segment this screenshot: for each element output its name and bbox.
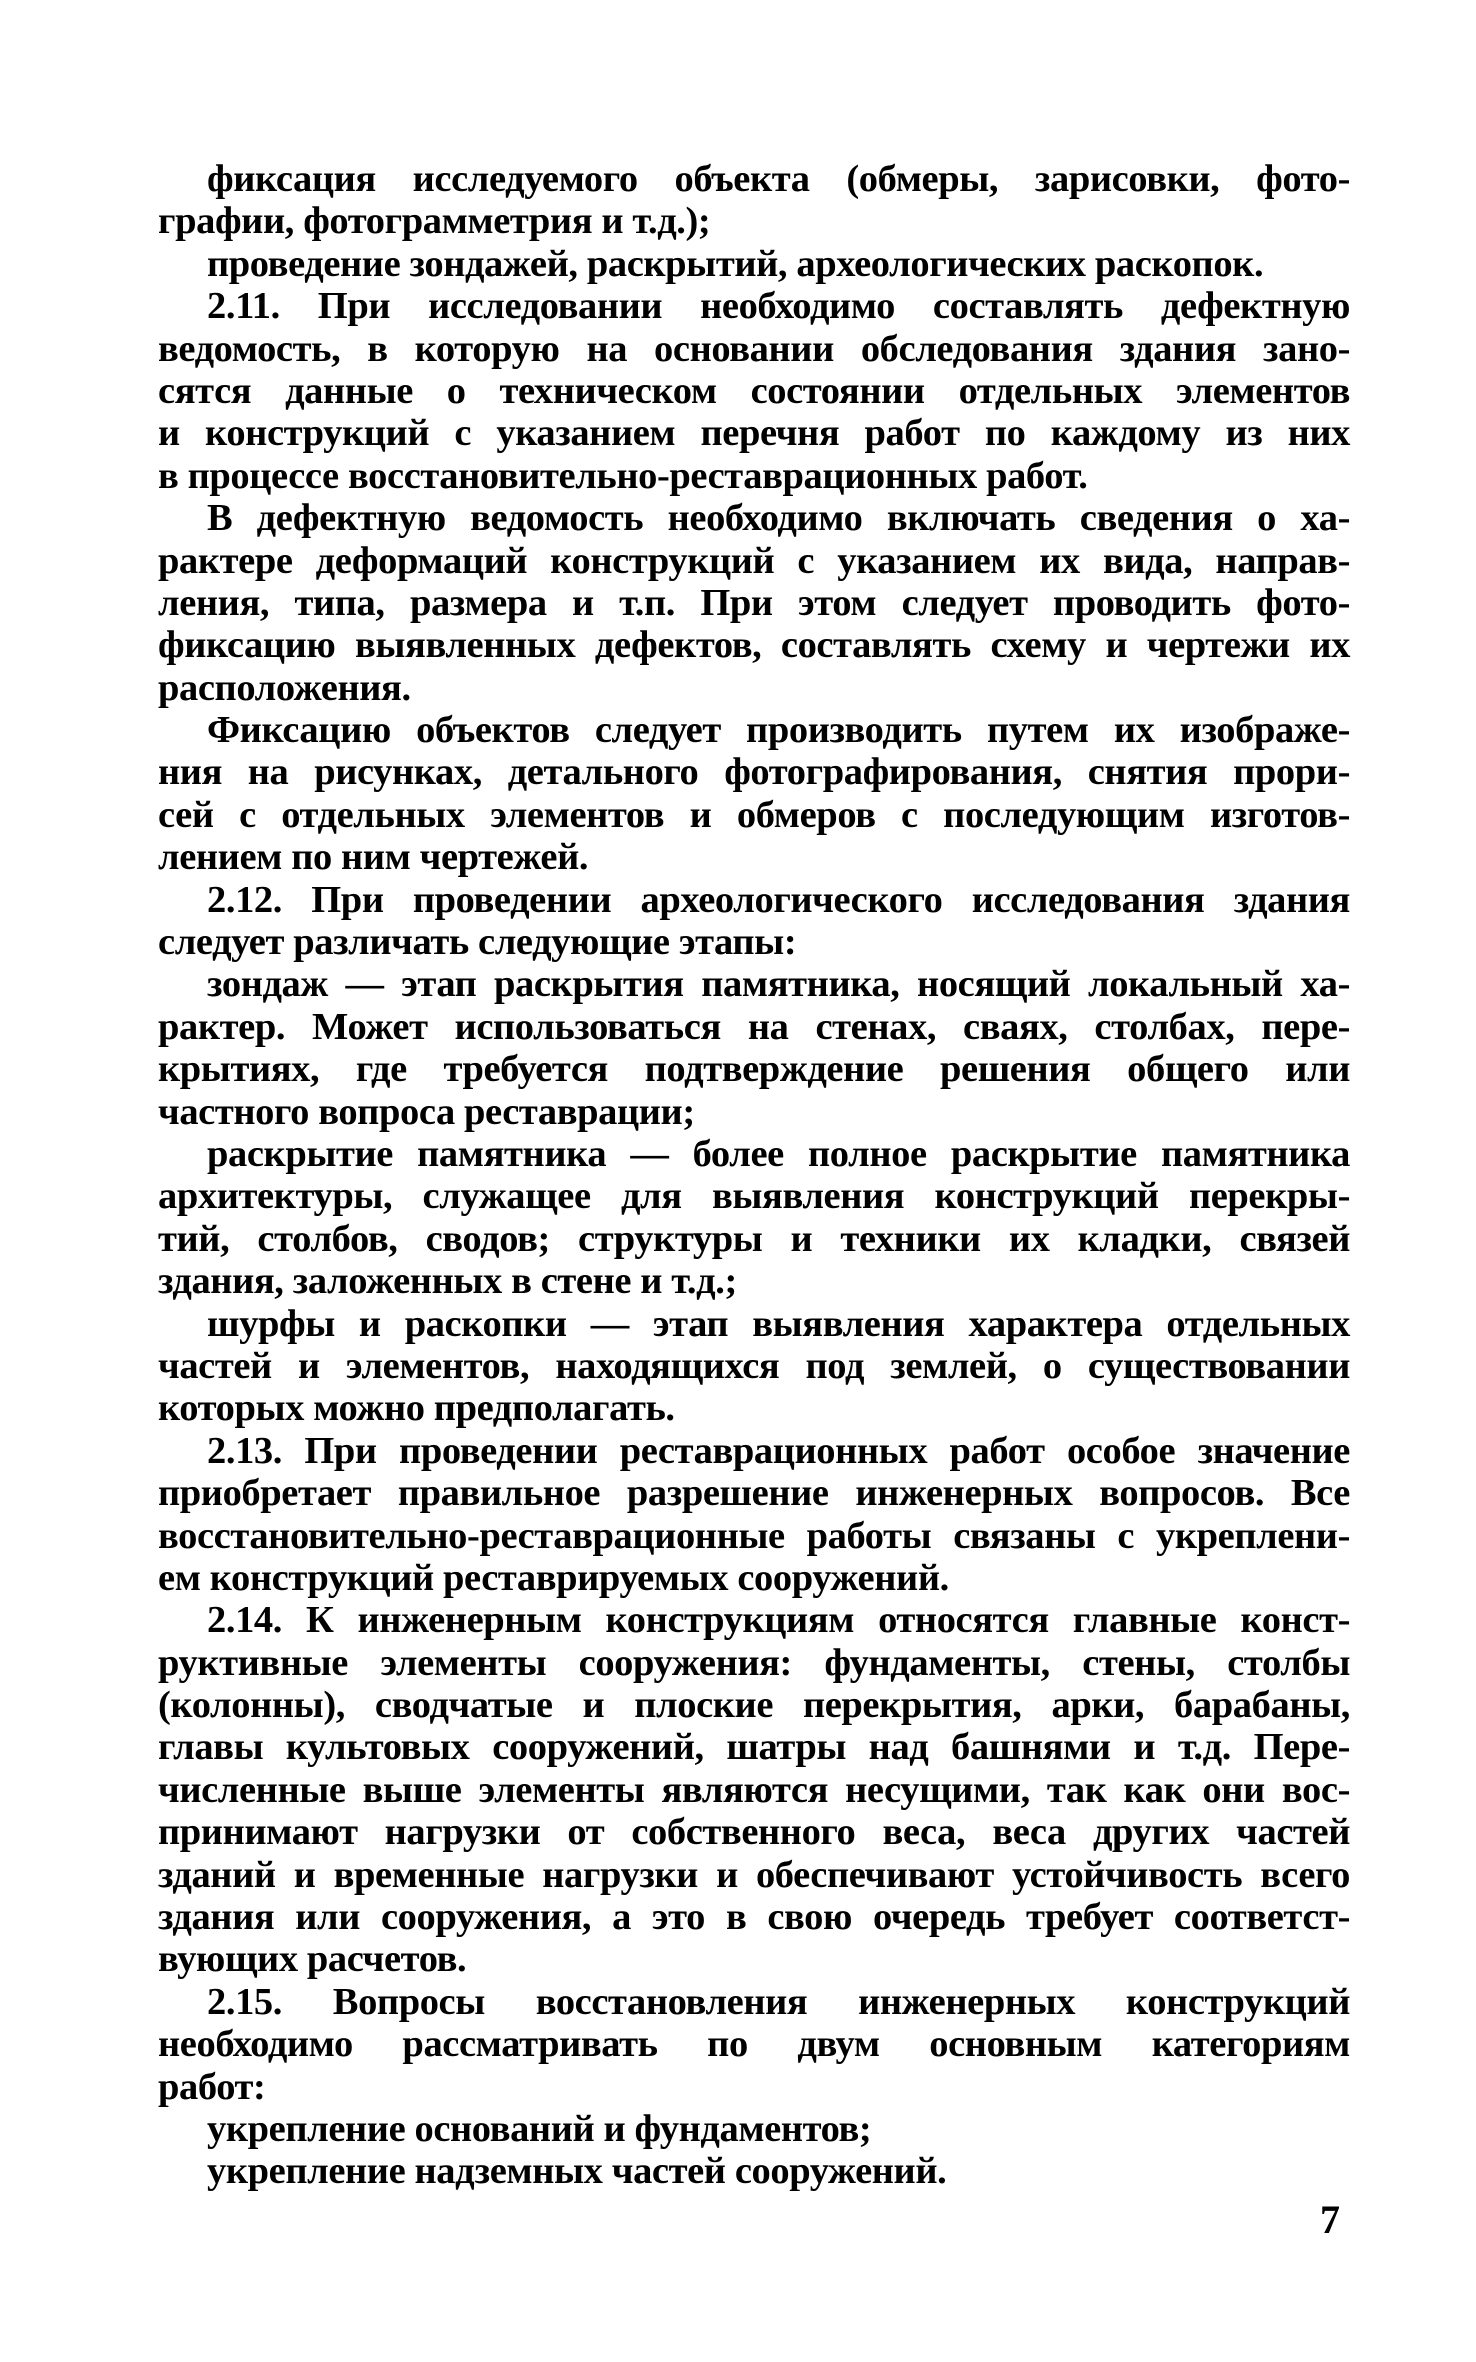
- text-line: ния на рисунках, детального фотографирования, снятия прори-: [158, 751, 1350, 794]
- text-line: графии, фотограмметрия и т.д.);: [158, 200, 711, 243]
- text-line: численные выше элементы являются несущими, так как они вос-: [158, 1768, 1350, 1811]
- text-line: раскрытие памятника — более полное раскрытие памятника: [207, 1132, 1350, 1175]
- text-line: в процессе восстановительно-реставрационных работ.: [158, 454, 1088, 497]
- text-line: частей и элементов, находящихся под землей, о существовании: [158, 1344, 1350, 1387]
- page-number: 7: [1320, 2197, 1340, 2242]
- text-line: крытиях, где требуется подтверждение решения общего или: [158, 1048, 1350, 1091]
- text-line: 2.11. При исследовании необходимо составлять дефектную: [207, 285, 1350, 328]
- text-line: укрепление надземных частей сооружений.: [207, 2150, 947, 2193]
- text-line: сей с отдельных элементов и обмеров с последующим изготов-: [158, 793, 1350, 836]
- text-line: следует различать следующие этапы:: [158, 921, 797, 964]
- text-line: (колонны), сводчатые и плоские перекрытия, арки, барабаны,: [158, 1684, 1350, 1727]
- text-line: принимают нагрузки от собственного веса, веса других частей: [158, 1811, 1350, 1854]
- text-line: ведомость, в которую на основании обследования здания зано-: [158, 327, 1350, 370]
- text-line: восстановительно-реставрационные работы связаны с укреплени-: [158, 1514, 1350, 1557]
- text-line: здания, заложенных в стене и т.д.;: [158, 1260, 737, 1303]
- text-line: зондаж — этап раскрытия памятника, носящий локальный ха-: [207, 963, 1350, 1006]
- text-line: ем конструкций реставрируемых сооружений.: [158, 1556, 949, 1599]
- text-line: 2.13. При проведении реставрационных работ особое значение: [207, 1429, 1350, 1472]
- text-line: архитектуры, служащее для выявления конструкций перекры-: [158, 1175, 1350, 1218]
- text-line: ления, типа, размера и т.п. При этом следует проводить фото-: [158, 581, 1350, 624]
- text-line: частного вопроса реставрации;: [158, 1090, 695, 1133]
- text-line: руктивные элементы сооружения: фундаменты, стены, столбы: [158, 1641, 1350, 1684]
- text-line: которых можно предполагать.: [158, 1387, 675, 1430]
- text-line: рактер. Может использоваться на стенах, сваях, столбах, пере-: [158, 1005, 1350, 1048]
- text-line: укрепление оснований и фундаментов;: [207, 2107, 872, 2150]
- text-line: проведение зондажей, раскрытий, археологических раскопок.: [207, 242, 1264, 285]
- text-line: сятся данные о техническом состоянии отдельных элементов: [158, 369, 1350, 412]
- text-line: 2.12. При проведении археологического исследования здания: [207, 878, 1350, 921]
- text-line: вующих расчетов.: [158, 1938, 467, 1981]
- text-line: зданий и временные нагрузки и обеспечивают устойчивость всего: [158, 1853, 1350, 1896]
- text-line: фиксацию выявленных дефектов, составлять схему и чертежи их: [158, 624, 1350, 667]
- text-line: фиксация исследуемого объекта (обмеры, зарисовки, фото-: [207, 158, 1350, 200]
- text-line: В дефектную ведомость необходимо включать сведения о ха-: [207, 497, 1350, 540]
- text-line: здания или сооружения, а это в свою очередь требует соответст-: [158, 1896, 1350, 1939]
- text-line: работ:: [158, 2065, 266, 2108]
- text-line: 2.14. К инженерным конструкциям относятся главные конст-: [207, 1599, 1350, 1642]
- text-line: Фиксацию объектов следует производить путем их изображе-: [207, 709, 1350, 752]
- text-line: тий, столбов, сводов; структуры и техники их кладки, связей: [158, 1217, 1350, 1260]
- text-line: расположения.: [158, 666, 411, 709]
- document-body: [158, 158, 1350, 2193]
- text-line: главы культовых сооружений, шатры над башнями и т.д. Пере-: [158, 1726, 1350, 1769]
- text-line: рактере деформаций конструкций с указанием их вида, направ-: [158, 539, 1350, 582]
- text-line: 2.15. Вопросы восстановления инженерных конструкций: [207, 1980, 1350, 2023]
- text-line: лением по ним чертежей.: [158, 836, 589, 879]
- text-line: шурфы и раскопки — этап выявления характера отдельных: [207, 1302, 1350, 1345]
- text-line: приобретает правильное разрешение инженерных вопросов. Все: [158, 1472, 1350, 1515]
- text-line: и конструкций с указанием перечня работ по каждому из них: [158, 412, 1350, 455]
- text-line: необходимо рассматривать по двум основным категориям: [158, 2023, 1350, 2066]
